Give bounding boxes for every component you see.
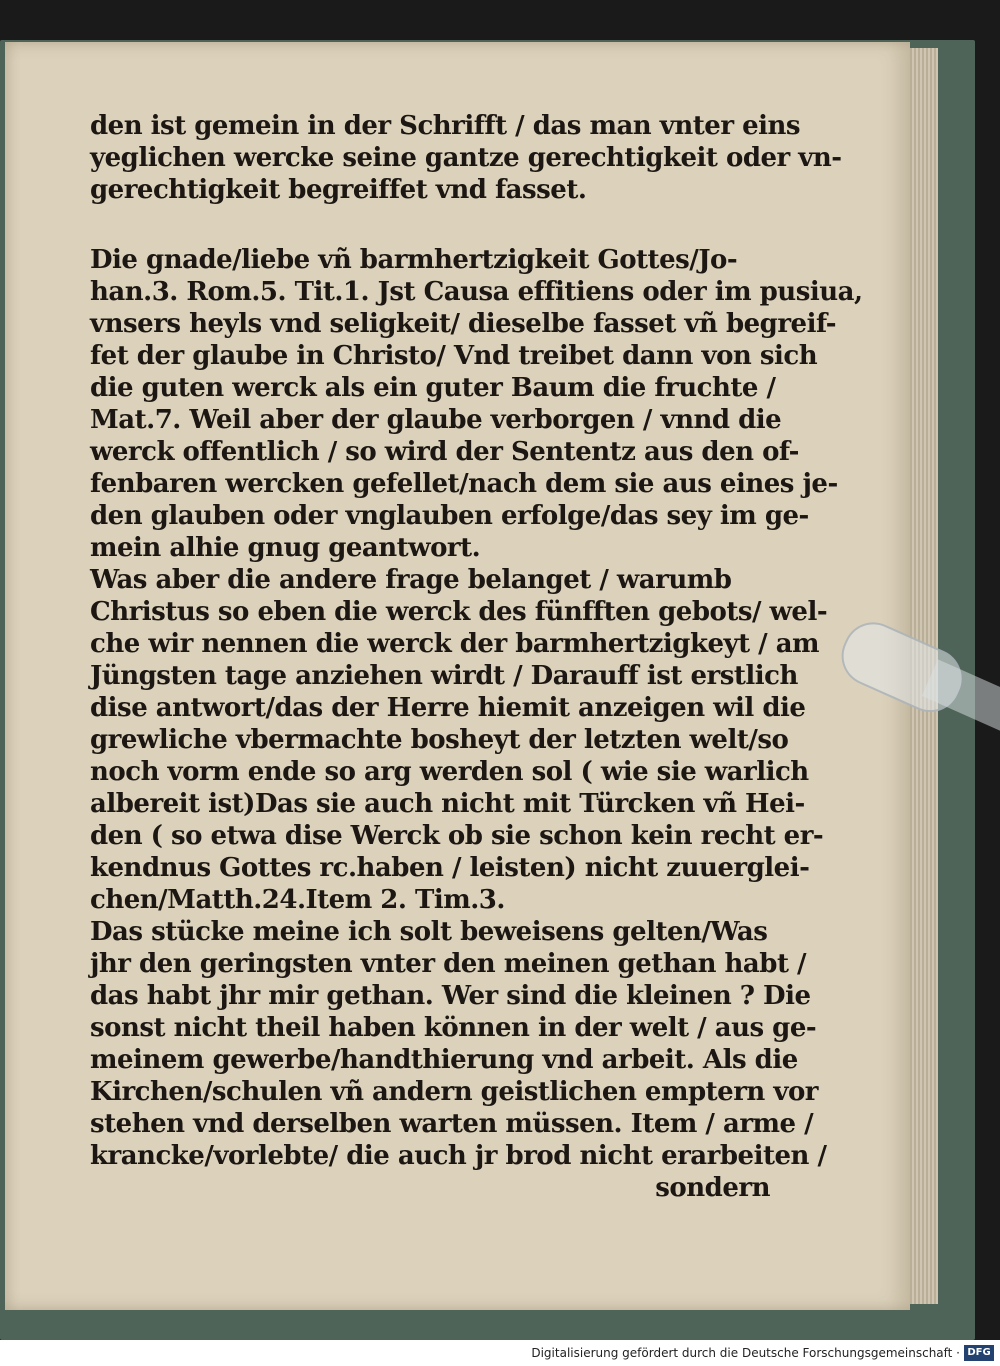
text-line: gerechtigkeit begreiffet vnd fasset. — [90, 175, 587, 205]
text-line: chen/Matth.24.Item 2. Tim.3. — [90, 885, 505, 915]
text-line: kendnus Gottes rc.haben / leisten) nicht zuuerglei- — [90, 853, 810, 883]
text-line: stehen vnd derselben warten müssen. Item / arme / — [90, 1109, 814, 1139]
text-line: mein alhie gnug geantwort. — [90, 533, 481, 563]
book-page — [5, 42, 910, 1310]
paragraph-3 — [90, 564, 828, 916]
text-line: jhr den geringsten vnter den meinen gethan habt / — [90, 949, 807, 979]
text-line: Kirchen/schulen vñ andern geistlichen emptern vor — [90, 1077, 819, 1107]
text-line: die guten werck als ein guter Baum die fruchte / — [90, 373, 776, 403]
page-text — [90, 110, 863, 1204]
text-line: meinem gewerbe/handthierung vnd arbeit. Als die — [90, 1045, 798, 1075]
text-line: werck offentlich / so wird der Sententz aus den of- — [90, 437, 799, 467]
text-line: Mat.7. Weil aber der glaube verborgen / vnnd die — [90, 405, 782, 435]
paragraph-2 — [90, 244, 863, 564]
text-line: yeglichen wercke seine gantze gerechtigkeit oder vn- — [90, 143, 842, 173]
text-line: fenbaren wercken gefellet/nach dem sie aus eines je- — [90, 469, 838, 499]
paragraph-4 — [90, 916, 827, 1172]
text-line: noch vorm ende so arg werden sol ( wie sie warlich — [90, 757, 809, 787]
text-line: den glauben oder vnglauben erfolge/das sey im ge- — [90, 501, 809, 531]
text-line: das habt jhr mir gethan. Wer sind die kleinen ? Die — [90, 981, 811, 1011]
text-line: dise antwort/das der Herre hiemit anzeigen wil die — [90, 693, 806, 723]
text-line: sonst nicht theil haben können in der welt / aus ge- — [90, 1013, 817, 1043]
text-line: Jüngsten tage anziehen wirdt / Darauff ist erstlich — [90, 661, 798, 691]
text-line: Die gnade/liebe vñ barmhertzigkeit Gottes/Jo- — [90, 245, 738, 275]
text-line: den ist gemein in der Schrifft / das man vnter eins — [90, 111, 801, 141]
footer-credit: Digitalisierung gefördert durch die Deutsche Forschungsgemeinschaft · — [531, 1346, 960, 1360]
text-line: grewliche vbermachte bosheyt der letzten welt/so — [90, 725, 789, 755]
text-line: albereit ist)Das sie auch nicht mit Türcken vñ Hei- — [90, 789, 805, 819]
footer-bar — [0, 1340, 1000, 1366]
text-line: Das stücke meine ich solt beweisens gelten/Was — [90, 917, 768, 947]
text-line: che wir nennen die werck der barmhertzigkeyt / am — [90, 629, 820, 659]
text-line: Christus so eben die werck des fünfften gebots/ wel- — [90, 597, 828, 627]
catchword: sondern — [655, 1173, 770, 1203]
text-line: han.3. Rom.5. Tit.1. Jst Causa effitiens oder im pusiua, — [90, 277, 863, 307]
paragraph-1 — [90, 110, 842, 206]
text-line: Was aber die andere frage belanget / warumb — [90, 565, 732, 595]
dfg-logo-icon: DFG — [964, 1345, 994, 1361]
text-line: den ( so etwa dise Werck ob sie schon kein recht er- — [90, 821, 824, 851]
text-line: vnsers heyls vnd seligkeit/ dieselbe fasset vñ begreif- — [90, 309, 837, 339]
text-line: fet der glaube in Christo/ Vnd treibet dann von sich — [90, 341, 818, 371]
text-line: krancke/vorlebte/ die auch jr brod nicht erarbeiten / — [90, 1141, 827, 1171]
